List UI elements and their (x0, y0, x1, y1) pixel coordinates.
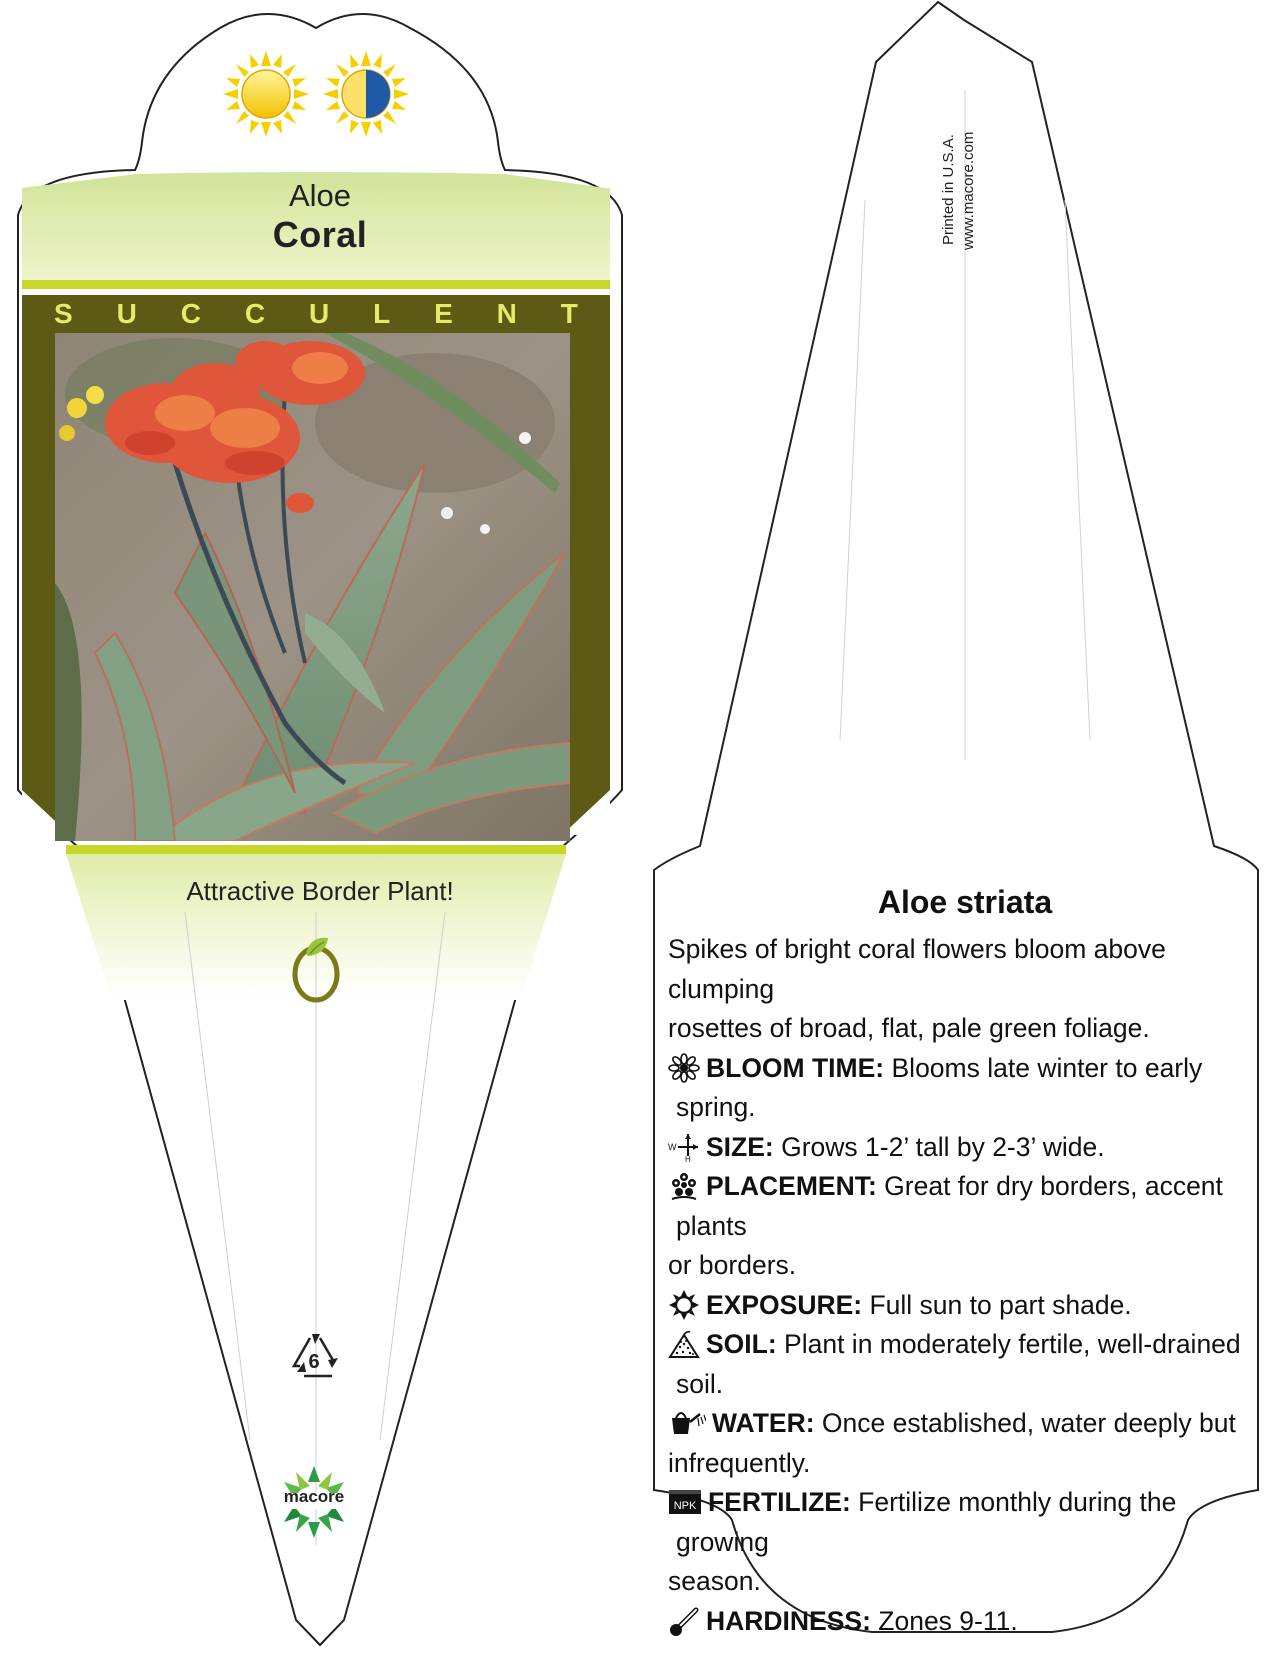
category-letter: N (496, 298, 517, 329)
fertilize-label: FERTILIZE: (708, 1487, 851, 1517)
category-letter: T (560, 298, 578, 329)
water-label: WATER: (712, 1408, 815, 1438)
category-letter: U (308, 298, 330, 329)
succulent-icon (286, 932, 346, 1004)
size-row (668, 1128, 1266, 1168)
category-letter: S (54, 298, 73, 329)
size-text: Grows 1-2’ tall by 2-3’ wide. (781, 1131, 1105, 1162)
hardiness-text: Zones 9-11. (878, 1605, 1018, 1636)
exposure-label: EXPOSURE: (706, 1289, 863, 1320)
fertilizer-bag-icon (668, 1487, 702, 1517)
fertilize-text-cont: season. (668, 1566, 761, 1596)
placement-text: Great for dry borders, accent plants (676, 1171, 1223, 1241)
size-icon-w: W (668, 1141, 677, 1152)
sun-outline-icon (668, 1290, 700, 1320)
description-line: rosettes of broad, flat, pale green foliage. (668, 1013, 1150, 1043)
fertilize-row (673, 1483, 1266, 1562)
water-row (676, 1404, 1266, 1444)
plant-genus: Aloe (288, 178, 352, 213)
soil-label: SOIL: (706, 1329, 777, 1359)
brand-name: macore (283, 1487, 345, 1506)
placement-row (676, 1167, 1266, 1246)
category-banner (22, 298, 610, 330)
hardiness-label: HARDINESS: (706, 1605, 871, 1636)
exposure-row (676, 1286, 1266, 1326)
flower-icon (668, 1053, 700, 1083)
fertilize-text: Fertilize monthly during the growing (676, 1487, 1177, 1557)
care-info (668, 930, 1266, 1641)
exposure-text: Full sun to part shade. (869, 1289, 1132, 1320)
size-label: SIZE: (706, 1131, 774, 1162)
placement-icon (668, 1171, 700, 1201)
thermometer-icon (668, 1606, 700, 1636)
hardiness-row (676, 1602, 1266, 1642)
soil-row (676, 1325, 1266, 1404)
bloom-row (676, 1049, 1266, 1128)
bloom-text: Blooms late winter to early spring. (676, 1052, 1203, 1122)
category-letter: C (180, 298, 201, 329)
plant-photo (55, 333, 570, 841)
recycle-number: 6 (308, 1351, 320, 1373)
water-text-cont: infrequently. (668, 1447, 811, 1478)
bloom-label: BLOOM TIME: (706, 1052, 885, 1083)
category-letter: L (373, 298, 391, 329)
water-text: Once established, water deeply but (821, 1408, 1236, 1438)
category-letter: C (244, 298, 266, 329)
category-letter: U (116, 298, 137, 329)
description-line: Spikes of bright coral flowers bloom above clumping (668, 934, 1166, 1004)
printed-info (940, 40, 980, 250)
category-letter: E (434, 298, 453, 329)
fertilizer-icon-text: NPK (673, 1500, 697, 1512)
watering-can-icon (668, 1408, 706, 1438)
size-icon (668, 1132, 700, 1162)
full-sun-icon (222, 50, 310, 138)
printed-in: Printed in U.S.A. (940, 134, 957, 245)
soil-icon (668, 1329, 700, 1359)
website: www.macore.com (960, 131, 977, 250)
part-shade-icon (322, 50, 410, 138)
tagline: Attractive Border Plant! (186, 876, 454, 906)
placement-label: PLACEMENT: (706, 1171, 877, 1201)
size-icon-h: H (685, 1154, 691, 1162)
scientific-name: Aloe striata (877, 884, 1053, 920)
placement-text-cont: or borders. (668, 1250, 797, 1280)
soil-text: Plant in moderately fertile, well-drained soil. (676, 1329, 1241, 1399)
plant-cultivar: Coral (272, 214, 368, 255)
